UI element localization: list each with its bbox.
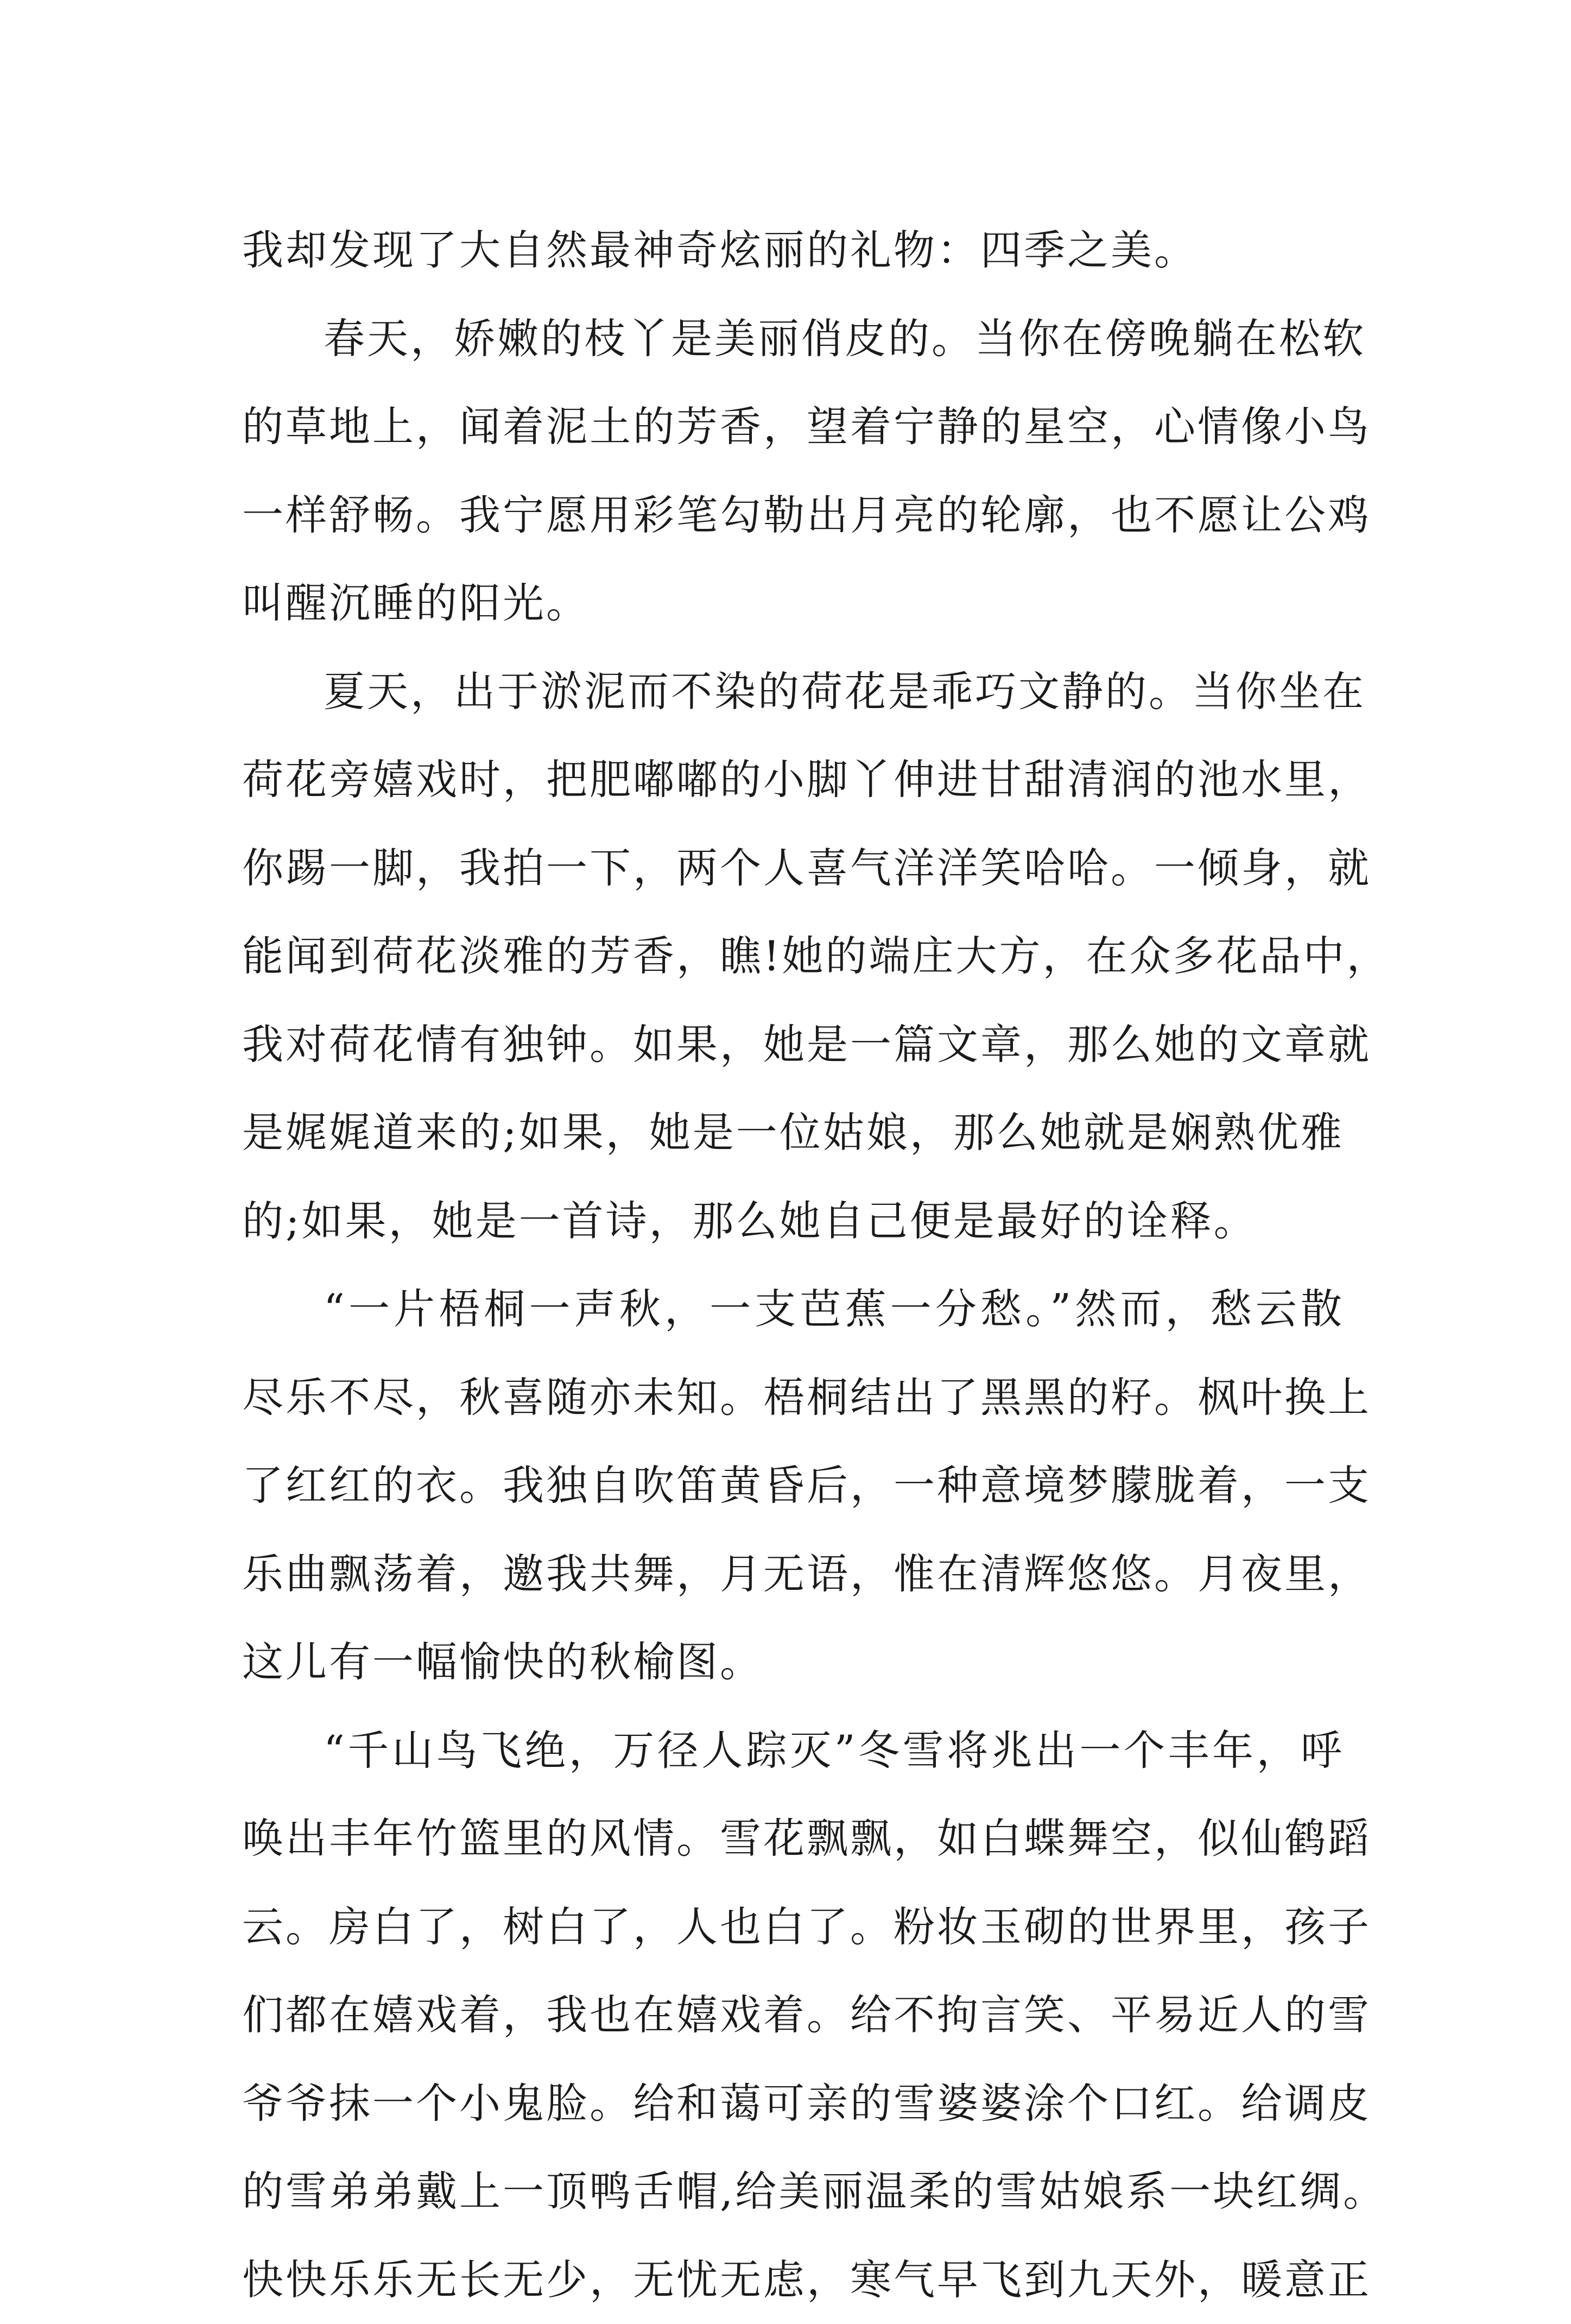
text-line: 你踢一脚，我拍一下，两个人喜气洋洋笑哈哈。一倾身，就: [242, 824, 1344, 913]
text-line: 这儿有一幅愉快的秋榆图。: [242, 1618, 1344, 1707]
text-line: 的雪弟弟戴上一顶鸭舌帽,给美丽温柔的雪姑娘系一块红绸。: [242, 2148, 1344, 2236]
text-line: 了红红的衣。我独自吹笛黄昏后，一种意境梦朦胧着，一支: [242, 1442, 1344, 1530]
text-line: 春天，娇嫩的枝丫是美丽俏皮的。当你在傍晚躺在松软: [242, 295, 1344, 383]
text-line: “一片梧桐一声秋，一支芭蕉一分愁。”然而，愁云散: [242, 1265, 1344, 1354]
text-line: 叫醒沉睡的阳光。: [242, 559, 1344, 648]
text-line: 能闻到荷花淡雅的芳香，瞧!她的端庄大方，在众多花品中，: [242, 912, 1344, 1001]
text-line: 是娓娓道来的;如果，她是一位姑娘，那么她就是娴熟优雅: [242, 1089, 1344, 1177]
text-line: 荷花旁嬉戏时，把肥嘟嘟的小脚丫伸进甘甜清润的池水里，: [242, 736, 1344, 824]
text-line: 的;如果，她是一首诗，那么她自己便是最好的诠释。: [242, 1177, 1344, 1266]
text-line: 我却发现了大自然最神奇炫丽的礼物：四季之美。: [242, 206, 1344, 295]
text-line: 乐曲飘荡着，邀我共舞，月无语，惟在清辉悠悠。月夜里，: [242, 1530, 1344, 1619]
text-line: 夏天，出于淤泥而不染的荷花是乖巧文静的。当你坐在: [242, 648, 1344, 736]
text-line: 云。房白了，树白了，人也白了。粉妆玉砌的世界里，孩子: [242, 1883, 1344, 1972]
essay-text: [242, 206, 1344, 2324]
text-line: 们都在嬉戏着，我也在嬉戏着。给不拘言笑、平易近人的雪: [242, 1971, 1344, 2060]
text-line: 快快乐乐无长无少，无忧无虑，寒气早飞到九天外，暖意正: [242, 2236, 1344, 2324]
text-line: 尽乐不尽，秋喜随亦未知。梧桐结出了黑黑的籽。枫叶换上: [242, 1354, 1344, 1442]
text-line: 我对荷花情有独钟。如果，她是一篇文章，那么她的文章就: [242, 1001, 1344, 1089]
text-line: 唤出丰年竹篮里的风情。雪花飘飘，如白蝶舞空，似仙鹤蹈: [242, 1795, 1344, 1883]
text-line: 爷爷抹一个小鬼脸。给和蔼可亲的雪婆婆涂个口红。给调皮: [242, 2060, 1344, 2148]
text-line: 的草地上，闻着泥土的芳香，望着宁静的星空，心情像小鸟: [242, 383, 1344, 471]
text-line: “千山鸟飞绝，万径人踪灭”冬雪将兆出一个丰年，呼: [242, 1707, 1344, 1795]
text-line: 一样舒畅。我宁愿用彩笔勾勒出月亮的轮廓，也不愿让公鸡: [242, 471, 1344, 560]
